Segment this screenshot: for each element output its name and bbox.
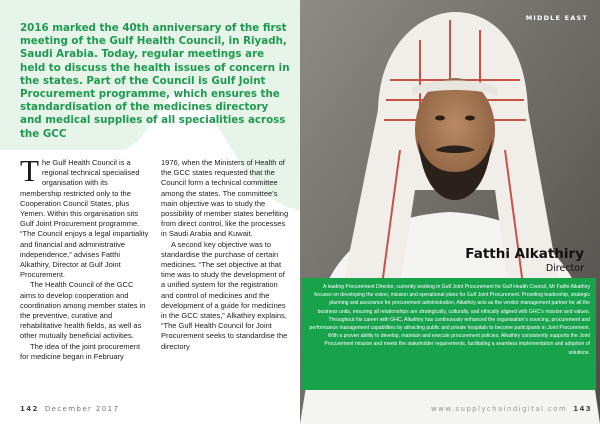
page-number: 142 [20,405,39,413]
bio-text: A leading Procurement Director, currently working in Gulf Joint Procurement for Gulf Health Council, Mr Fatthi Alkathiry focuses on developing the vision, mission and operational plans for Gulf Joint Procurement. Providing leadership, strategic planning and assurance for procurement administration, Alkathiry acts as the vendor management partner for all the business units, ensuring all relationships are strategically, culturally, and ethically aligned with GHC’s mission and values. Throughout his career with GHC, Alkathiry has continuously enhanced the organisation’s sourcing, procurement and performance management capabilities by attracting public and private hospitals to become participants in Joint Procurement. With a proven ability to develop, maintain and execute procurement policies, Alkathiry consistently supports the Joint Procurement mission and meets the stakeholder requirements, facilitating a seamless implementation and adoption of solutions. [309,284,590,356]
article-paragraph: The Health Council of the GCC aims to develop cooperation and coordination among member states in the preventive, curative and rehabilitative health fields, as well as other mutually beneficial activities. [20,280,146,341]
article-body [20,153,290,362]
person-role: Director [545,263,584,274]
folio-right [431,405,592,413]
intro-paragraph: 2016 marked the 40th anniversary of the first meeting of the Gulf Health Council, in Riyadh, Saudi Arabia. Today, regular meetings are held to discuss the health issues of concern in the states. Part of the Council is Gulf Joint Procurement programme, which ensures the standardisation of the medicines directory and medical supplies of all specialities across the GCC [20,22,290,140]
page-number: 143 [573,405,592,413]
bio-box [302,278,596,390]
article-paragraph: he Gulf Health Council is a regional technical specialised organisation with its membership restricted only to the Cooperation Council States, plus Yemen. Within this organisation sits Gulf Joint Procurement programme. “The Council enjoys a legal impartiality and financial and administrative independence,” advises Fatthi Alkathiry, Director at Gulf Joint Procurement. [20,158,149,280]
article-paragraph: The idea of the joint procurement for medicine began in February [20,341,141,361]
article-column-2 [161,158,290,362]
drop-cap: T [20,153,39,188]
section-label: MIDDLE EAST [525,14,588,22]
article-paragraph: 1976, when the Ministers of Health of the GCC states requested that the Council form a technical committee among the states. The committee’s main objective was to study the possibility of member states benefiting from direct control, like the processes in Saudi Arabia and Kuwait. [161,158,289,239]
person-name: Fatthi Alkathiry [465,246,584,262]
website: www.supplychaindigital.com [431,405,568,413]
issue-date: December 2017 [44,405,120,413]
article-paragraph: A second key objective was to standardise the purchase of certain medicines. “The set objective at that time was to study the development of a unified system for the registration and control of medicines and the development of a guide for medicines in the GCC states,” Alkathiry explains, “The Gulf Health Council for Joint Procurement seeks to standardise the directory [161,239,288,351]
folio-left [20,405,119,413]
article-column-1 [20,153,149,362]
right-page [300,0,600,424]
